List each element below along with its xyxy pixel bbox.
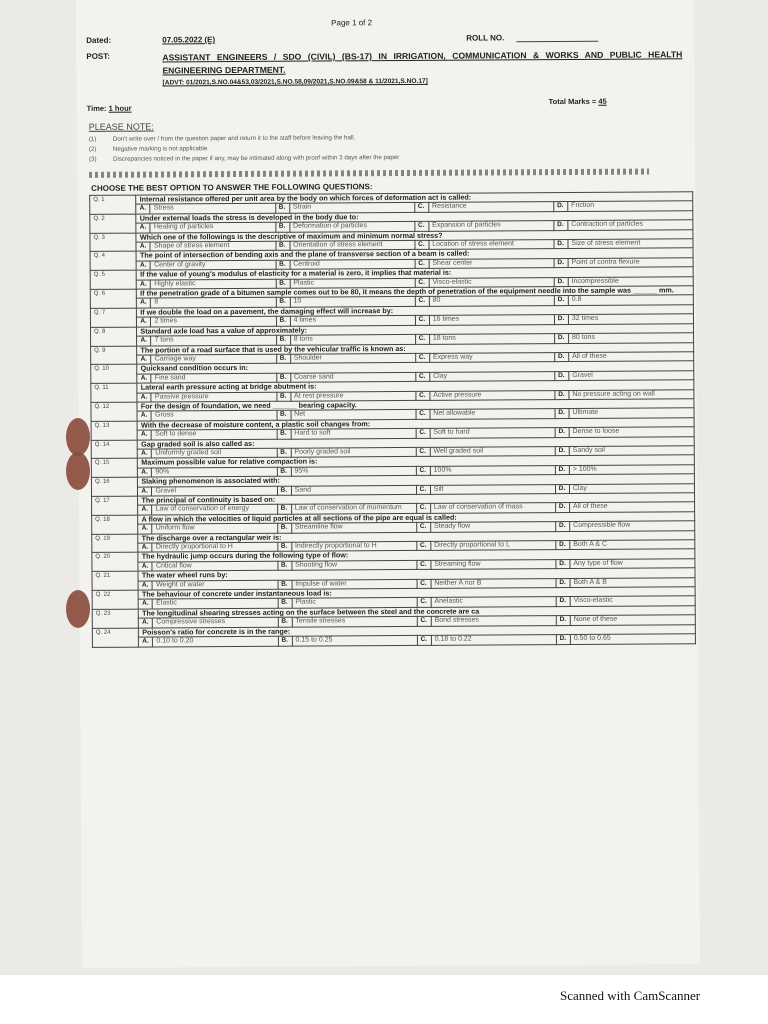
option-text: 90% xyxy=(152,467,277,477)
question-number: Q. 3 xyxy=(90,233,136,252)
option-text: Hard to soft xyxy=(291,429,416,439)
option-letter: B. xyxy=(277,542,291,551)
option-text: Soft to dense xyxy=(152,429,277,439)
option-letter: C. xyxy=(416,466,430,475)
option-letter: C. xyxy=(415,278,429,287)
option-text: Shoulder xyxy=(290,353,415,363)
question-text: For the design of foundation, we need ______ bearing capacity. xyxy=(137,399,694,412)
option-text: Weight of water xyxy=(153,580,278,590)
option-text: Healing of particles xyxy=(150,223,275,233)
option-text: Center of gravity xyxy=(151,260,276,270)
option-letter: D. xyxy=(556,616,570,625)
option-text: Silt xyxy=(430,484,555,494)
option-text: Net xyxy=(291,410,416,420)
option-letter: B. xyxy=(275,241,289,250)
option-text: Uniformly graded soil xyxy=(152,448,277,458)
option-text: 18 tons xyxy=(429,334,554,344)
question-number: Q. 19 xyxy=(92,534,138,553)
time-value: 1 hour xyxy=(108,103,132,113)
option-letter: B. xyxy=(277,523,291,532)
option-letter: D. xyxy=(554,315,568,324)
question-text: Poisson's ratio for concrete is in the range: xyxy=(139,624,696,637)
option-text: Both A & C xyxy=(570,540,695,550)
question-text: Slaking phenomenon is associated with: xyxy=(138,474,695,487)
option-letter: C. xyxy=(417,579,431,588)
option-letter: A. xyxy=(138,505,152,514)
question-number: Q. 14 xyxy=(91,440,137,459)
question-number: Q. 20 xyxy=(92,553,138,572)
option-text: 95% xyxy=(291,466,416,476)
question-number: Q. 9 xyxy=(91,346,137,365)
option-letter: A. xyxy=(137,411,151,420)
total-marks xyxy=(549,97,607,106)
option-letter: A. xyxy=(138,562,152,571)
option-text: 80 xyxy=(429,296,554,306)
option-text: Active pressure xyxy=(430,390,555,400)
option-letter: C. xyxy=(416,391,430,400)
option-text: Deformation of particles xyxy=(289,222,414,232)
option-text: Directly proportional to L xyxy=(431,541,556,551)
question-number: Q. 1 xyxy=(90,195,136,214)
option-letter: C. xyxy=(416,429,430,438)
option-letter: C. xyxy=(417,560,431,569)
question-number: Q. 4 xyxy=(90,252,136,271)
option-text: Net allowable xyxy=(430,409,555,419)
option-letter: A. xyxy=(138,468,152,477)
dated-value: 07.05.2022 (E) xyxy=(162,35,216,45)
time-allowed xyxy=(87,104,132,113)
option-letter: B. xyxy=(276,260,290,269)
option-text: Bond stresses xyxy=(431,616,556,626)
option-letter: C. xyxy=(415,334,429,343)
option-letter: D. xyxy=(554,296,568,305)
option-text: All of these xyxy=(569,502,694,512)
option-letter: A. xyxy=(139,637,153,646)
question-text: Lateral earth pressure acting at bridge abutment is: xyxy=(137,380,694,393)
option-text: 32 times xyxy=(568,314,693,324)
question-text: Which one of the followings is the descriptive of maximum and minimum normal stress? xyxy=(136,229,693,242)
question-text: The portion of a road surface that is used by the vehicular traffic is known as: xyxy=(137,342,694,355)
option-text: Dense to loose xyxy=(569,427,694,437)
question-text: The discharge over a rectangular weir is: xyxy=(138,530,695,543)
option-text: Law of conservation of momentum xyxy=(291,504,416,514)
option-text: Both A & B xyxy=(570,577,695,587)
option-letter: A. xyxy=(137,374,151,383)
option-letter: A. xyxy=(138,487,152,496)
option-text: Compressive stresses xyxy=(153,618,278,628)
option-text: 80 tons xyxy=(568,333,693,343)
option-letter: D. xyxy=(555,446,569,455)
option-letter: C. xyxy=(417,635,431,644)
option-text: Visco-elastic xyxy=(429,277,554,287)
option-text: 0.18 to 0.22 xyxy=(431,635,556,645)
option-text: 2 times xyxy=(151,317,276,327)
option-text: Plastic xyxy=(290,278,415,288)
total-marks-value: 45 xyxy=(598,96,607,106)
option-text: 0.8 xyxy=(568,295,693,305)
page-number: Page 1 of 2 xyxy=(331,18,373,28)
option-text: Anelastic xyxy=(431,597,556,607)
option-letter: A. xyxy=(138,430,152,439)
option-letter: B. xyxy=(276,392,290,401)
option-text: Passive pressure xyxy=(151,392,276,402)
option-letter: C. xyxy=(416,410,430,419)
option-letter: D. xyxy=(555,390,569,399)
question-number: Q. 17 xyxy=(92,496,138,515)
finger-shadow xyxy=(66,452,90,490)
option-text: Elastic xyxy=(153,599,278,609)
advertisement-ref: [ADVT: 01/2021,S.NO.04&53,03/2021,S.NO.58,09/2021,S.NO.09&58 & 11/2021,S.NO.17] xyxy=(162,77,428,87)
option-letter: C. xyxy=(416,523,430,532)
option-letter: C. xyxy=(415,316,429,325)
option-letter: B. xyxy=(278,580,292,589)
option-text: Resistance xyxy=(429,202,554,212)
option-letter: B. xyxy=(276,373,290,382)
option-text: Compressible flow xyxy=(570,521,695,531)
option-letter: D. xyxy=(554,277,568,286)
question-text: The principal of continuity is based on: xyxy=(138,493,695,506)
roll-no-blank xyxy=(516,41,598,43)
option-letter: D. xyxy=(554,240,568,249)
option-text: Friction xyxy=(568,201,693,211)
question-number: Q. 23 xyxy=(92,609,138,628)
option-text: Carriage way xyxy=(151,354,276,364)
option-letter: C. xyxy=(415,372,429,381)
post-label: POST: xyxy=(86,51,110,61)
option-letter: A. xyxy=(138,543,152,552)
option-letter: A. xyxy=(136,223,150,232)
option-letter: D. xyxy=(556,635,570,644)
option-text: Clay xyxy=(430,371,555,381)
option-letter: C. xyxy=(416,447,430,456)
option-letter: A. xyxy=(136,242,150,251)
option-letter: A. xyxy=(137,336,151,345)
option-letter: C. xyxy=(415,240,429,249)
dated-label: Dated: xyxy=(86,35,112,45)
option-letter: D. xyxy=(556,559,570,568)
question-text: Quicksand condition occurs in: xyxy=(137,361,694,374)
question-text: The water wheel runs by: xyxy=(138,568,695,581)
option-letter: D. xyxy=(555,409,569,418)
option-text: Gravel xyxy=(152,486,277,496)
finger-shadow xyxy=(66,590,90,628)
question-number: Q. 21 xyxy=(92,571,138,590)
option-text: 7 tons xyxy=(151,335,276,345)
option-letter: C. xyxy=(415,222,429,231)
option-letter: C. xyxy=(416,541,430,550)
option-text: Plastic xyxy=(292,598,417,608)
option-text: Orientation of stress element xyxy=(290,240,415,250)
option-text: Streamline flow xyxy=(291,523,416,533)
option-letter: A. xyxy=(138,524,152,533)
option-letter: B. xyxy=(278,636,292,645)
option-text: Any type of flow xyxy=(570,559,695,569)
question-text: The behaviour of concrete under instantaneous load is: xyxy=(138,587,695,600)
question-text: Gap graded soil is also called as: xyxy=(138,436,695,449)
option-letter: D. xyxy=(554,258,568,267)
option-text: > 100% xyxy=(569,465,694,475)
option-text: Clay xyxy=(569,483,694,493)
option-text: Strain xyxy=(289,203,414,213)
question-number: Q. 11 xyxy=(91,383,137,402)
option-letter: A. xyxy=(136,261,150,270)
option-letter: A. xyxy=(138,449,152,458)
option-text: Gravel xyxy=(569,370,694,380)
finger-shadow xyxy=(66,418,90,456)
question-text: Standard axle load has a value of approximately: xyxy=(137,323,694,336)
option-letter: A. xyxy=(139,600,153,609)
option-text: Neither A nor B xyxy=(431,578,556,588)
option-letter: B. xyxy=(275,204,289,213)
question-number: Q. 18 xyxy=(92,515,138,534)
option-letter: C. xyxy=(415,353,429,362)
option-letter: D. xyxy=(555,503,569,512)
option-text: Contraction of particles xyxy=(568,220,693,230)
option-text: 4 times xyxy=(290,316,415,326)
time-label: Time: xyxy=(86,103,107,113)
note-item: (1) Don't write over / from the question paper and return it to the staff before leaving the hall. xyxy=(88,134,356,143)
question-text: Internal resistance offered per unit area by the body on which forces of deformation act is called: xyxy=(136,192,693,205)
option-letter: B. xyxy=(276,335,290,344)
option-text: None of these xyxy=(570,615,695,625)
option-letter: D. xyxy=(555,428,569,437)
option-text: Gross xyxy=(151,411,276,421)
option-text: 0.50 to 0.65 xyxy=(570,634,695,644)
question-text: Under external loads the stress is developed in the body due to: xyxy=(136,211,693,224)
post-title: ASSISTANT ENGINEERS / SDO (CIVIL) (BS-17) IN IRRIGATION, COMMUNICATION & WORKS AND PUBLIC HEALTH ENGINEERING DEPARTMENT. xyxy=(162,49,683,76)
option-text: 10 xyxy=(290,297,415,307)
option-letter: C. xyxy=(416,485,430,494)
option-text: 0.15 to 0.25 xyxy=(292,636,417,646)
question-number: Q. 10 xyxy=(91,364,137,383)
option-text: Point of contra flexure xyxy=(568,258,693,268)
option-text: At rest pressure xyxy=(291,391,416,401)
option-letter: B. xyxy=(277,411,291,420)
option-text: Soft to hard xyxy=(430,428,555,438)
option-letter: D. xyxy=(554,221,568,230)
option-text: Law of conservation of energy xyxy=(152,505,277,515)
question-number: Q. 16 xyxy=(91,477,137,496)
camscanner-watermark: Scanned with CamScanner xyxy=(560,988,701,1003)
option-text: Expansion of particles xyxy=(429,221,554,231)
option-text: Express way xyxy=(429,352,554,362)
option-letter: D. xyxy=(554,352,568,361)
question-text: The hydraulic jump occurs during the following type of flow: xyxy=(138,549,695,562)
question-number: Q. 22 xyxy=(92,590,138,609)
option-letter: D. xyxy=(555,371,569,380)
question-number: Q. 6 xyxy=(90,289,136,308)
option-letter: D. xyxy=(555,522,569,531)
option-text: Visco-elastic xyxy=(570,596,695,606)
roll-no-label: ROLL NO. xyxy=(466,33,505,43)
question-paper xyxy=(76,0,700,968)
option-letter: C. xyxy=(417,617,431,626)
question-number: Q. 2 xyxy=(90,214,136,233)
option-text: Ultimate xyxy=(569,408,694,418)
option-letter: B. xyxy=(276,298,290,307)
option-letter: B. xyxy=(276,279,290,288)
option-text: 8 tons xyxy=(290,335,415,345)
option-letter: B. xyxy=(276,354,290,363)
option-letter: A. xyxy=(136,204,150,213)
option-text: Well graded soil xyxy=(430,447,555,457)
option-letter: B. xyxy=(278,617,292,626)
note-heading: PLEASE NOTE: xyxy=(88,121,154,132)
option-letter: B. xyxy=(278,599,292,608)
option-letter: B. xyxy=(277,561,291,570)
question-number: Q. 15 xyxy=(91,459,137,478)
option-letter: A. xyxy=(137,280,151,289)
question-number: Q. 8 xyxy=(90,327,136,346)
option-text: Sandy soil xyxy=(569,446,694,456)
note-item: (3) Discrepancies noticed in the paper if any, may be intimated along with proof within 3 days after the paper xyxy=(88,154,400,163)
option-text: Centroid xyxy=(290,259,415,269)
question-number: Q. 13 xyxy=(91,421,137,440)
option-text: Location of stress element xyxy=(429,240,554,250)
option-letter: C. xyxy=(414,203,428,212)
instruction-heading: CHOOSE THE BEST OPTION TO ANSWER THE FOLLOWING QUESTIONS: xyxy=(91,182,373,193)
option-text: Poorly graded soil xyxy=(291,447,416,457)
question-text: The point of intersection of bending axis and the plane of transverse section of a beam is called: xyxy=(136,248,693,261)
option-text: Coarse sand xyxy=(290,372,415,382)
option-letter: A. xyxy=(137,299,151,308)
question-number: Q. 24 xyxy=(92,628,138,647)
option-letter: D. xyxy=(556,597,570,606)
option-text: No pressure acting on wall xyxy=(569,389,694,399)
option-text: Shooting flow xyxy=(292,560,417,570)
option-text: Steady flow xyxy=(430,522,555,532)
option-letter: C. xyxy=(415,259,429,268)
option-text: Impulse of water xyxy=(292,579,417,589)
question-text: If the value of young's modulus of elasticity for a material is zero, it implies that material is: xyxy=(137,267,694,280)
question-number: Q. 5 xyxy=(90,270,136,289)
question-text: A flow in which the velocities of liquid particles at all sections of the pipe are equal is called: xyxy=(138,512,695,525)
option-text: 16 times xyxy=(429,315,554,325)
option-text: Indirectly proportional to H xyxy=(291,541,416,551)
questions-table xyxy=(89,191,696,647)
question-number: Q. 12 xyxy=(91,402,137,421)
option-text: Size of stress element xyxy=(568,239,693,249)
option-letter: B. xyxy=(275,222,289,231)
total-marks-label: Total Marks = xyxy=(548,96,597,107)
option-letter: D. xyxy=(556,541,570,550)
option-text: Tensile stresses xyxy=(292,617,417,627)
option-letter: A. xyxy=(137,355,151,364)
option-text: Streaming flow xyxy=(431,559,556,569)
question-text: With the decrease of moisture content, a plastic soil changes from: xyxy=(137,417,694,430)
dashed-divider xyxy=(89,169,649,178)
question-text: Maximum possible value for relative compaction is: xyxy=(138,455,695,468)
option-letter: B. xyxy=(277,448,291,457)
question-text: The longitudinal shearing stresses acting on the surface between the steel and the concrete are ca xyxy=(139,606,696,619)
option-text: Highly elastic xyxy=(151,279,276,289)
option-text: Sand xyxy=(291,485,416,495)
option-letter: C. xyxy=(417,598,431,607)
option-text: Critical flow xyxy=(152,561,277,571)
option-letter: D. xyxy=(554,334,568,343)
option-text: Uniform flow xyxy=(152,523,277,533)
option-text: 8 xyxy=(151,298,276,308)
option-letter: A. xyxy=(137,317,151,326)
option-text: 100% xyxy=(430,465,555,475)
option-letter: B. xyxy=(277,505,291,514)
option-text: Law of conservation of mass xyxy=(430,503,555,513)
option-text: 0.10 to 0.20 xyxy=(153,636,278,646)
option-letter: D. xyxy=(555,465,569,474)
option-letter: D. xyxy=(556,578,570,587)
option-letter: B. xyxy=(277,486,291,495)
option-letter: B. xyxy=(277,467,291,476)
question-text: If we double the load on a pavement, the damaging effect will increase by: xyxy=(137,305,694,318)
option-letter: C. xyxy=(416,504,430,513)
option-letter: A. xyxy=(137,393,151,402)
option-letter: B. xyxy=(276,316,290,325)
option-letter: D. xyxy=(555,484,569,493)
option-letter: D. xyxy=(554,202,568,211)
option-letter: C. xyxy=(415,297,429,306)
option-letter: A. xyxy=(138,581,152,590)
option-text: Fine sand xyxy=(151,373,276,383)
option-text: All of these xyxy=(569,352,694,362)
option-text: Shape of stress element xyxy=(150,241,275,251)
note-item: (2) Negative marking is not applicable. xyxy=(88,145,209,153)
option-letter: B. xyxy=(277,429,291,438)
option-text: Directly proportional to H xyxy=(152,542,277,552)
option-letter: A. xyxy=(139,618,153,627)
option-text: Incompressible xyxy=(568,276,693,286)
question-number: Q. 7 xyxy=(90,308,136,327)
option-text: Stress xyxy=(150,204,275,214)
question-text: If the penetration grade of a bitumen sample comes out to be 80, it means the depth of penetration of the equipment needle into the sample was ______ mm. xyxy=(137,286,694,299)
option-text: Shear center xyxy=(429,258,554,268)
